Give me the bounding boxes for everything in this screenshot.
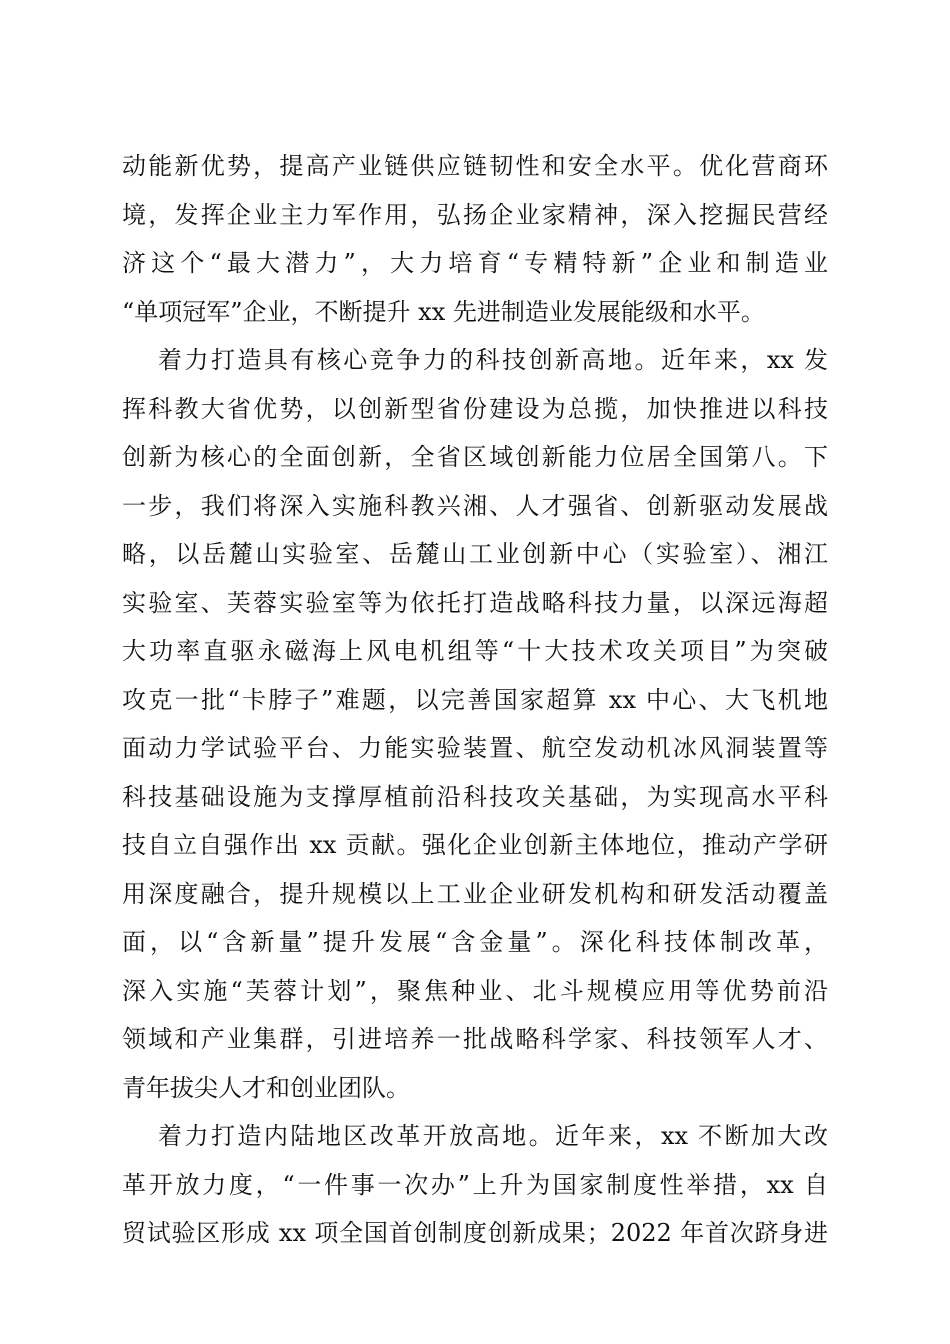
- text-line: 青年拔尖人才和创业团队。: [122, 1073, 410, 1102]
- text-line: 技自立自强作出 xx 贡献。强化企业创新主体地位，推动产学研: [122, 831, 828, 859]
- text-line: 动能新优势，提高产业链供应链韧性和安全水平。优化营商环: [122, 152, 828, 180]
- text-line: 创新为核心的全面创新，全省区域创新能力位居全国第八。下: [122, 443, 828, 471]
- text-line: 科技基础设施为支撑厚植前沿科技攻关基础，为实现高水平科: [122, 782, 828, 811]
- text-line: 面动力学试验平台、力能实验装置、航空发动机冰风洞装置等: [122, 734, 828, 762]
- text-line: 境，发挥企业主力军作用，弘扬企业家精神，深入挖掘民营经: [122, 200, 828, 229]
- text-line: 面，以“含新量”提升发展“含金量”。深化科技体制改革，: [122, 928, 828, 956]
- text-line: 略，以岳麓山实验室、岳麓山工业创新中心（实验室）、湘江: [122, 540, 828, 568]
- text-line: 着力打造具有核心竞争力的科技创新高地。近年来，xx 发: [158, 346, 828, 374]
- text-line: 贸试验区形成 xx 项全国首创制度创新成果；2022 年首次跻身进: [122, 1219, 828, 1247]
- text-line: “单项冠军”企业，不断提升 xx 先进制造业发展能级和水平。: [122, 297, 765, 326]
- text-line: 革开放力度，“一件事一次办”上升为国家制度性举措，xx 自: [122, 1170, 828, 1199]
- text-line: 着力打造内陆地区改革开放高地。近年来，xx 不断加大改: [158, 1122, 828, 1150]
- text-line: 领域和产业集群，引进培养一批战略科学家、科技领军人才、: [122, 1025, 828, 1053]
- text-line: 用深度融合，提升规模以上工业企业研发机构和研发活动覆盖: [122, 879, 828, 908]
- body-text: [122, 142, 828, 1258]
- text-line: 大功率直驱永磁海上风电机组等“十大技术攻关项目”为突破: [122, 637, 828, 665]
- text-line: 一步，我们将深入实施科教兴湘、人才强省、创新驱动发展战: [122, 491, 828, 520]
- text-line: 济这个“最大潜力”，大力培育“专精特新”企业和制造业: [122, 249, 828, 277]
- text-line: 深入实施“芙蓉计划”，聚焦种业、北斗规模应用等优势前沿: [122, 976, 828, 1005]
- text-line: 攻克一批“卡脖子”难题，以完善国家超算 xx 中心、大飞机地: [122, 685, 828, 714]
- text-line: 实验室、芙蓉实验室等为依托打造战略科技力量，以深远海超: [122, 588, 828, 617]
- text-line: 挥科教大省优势，以创新型省份建设为总揽，加快推进以科技: [122, 394, 828, 423]
